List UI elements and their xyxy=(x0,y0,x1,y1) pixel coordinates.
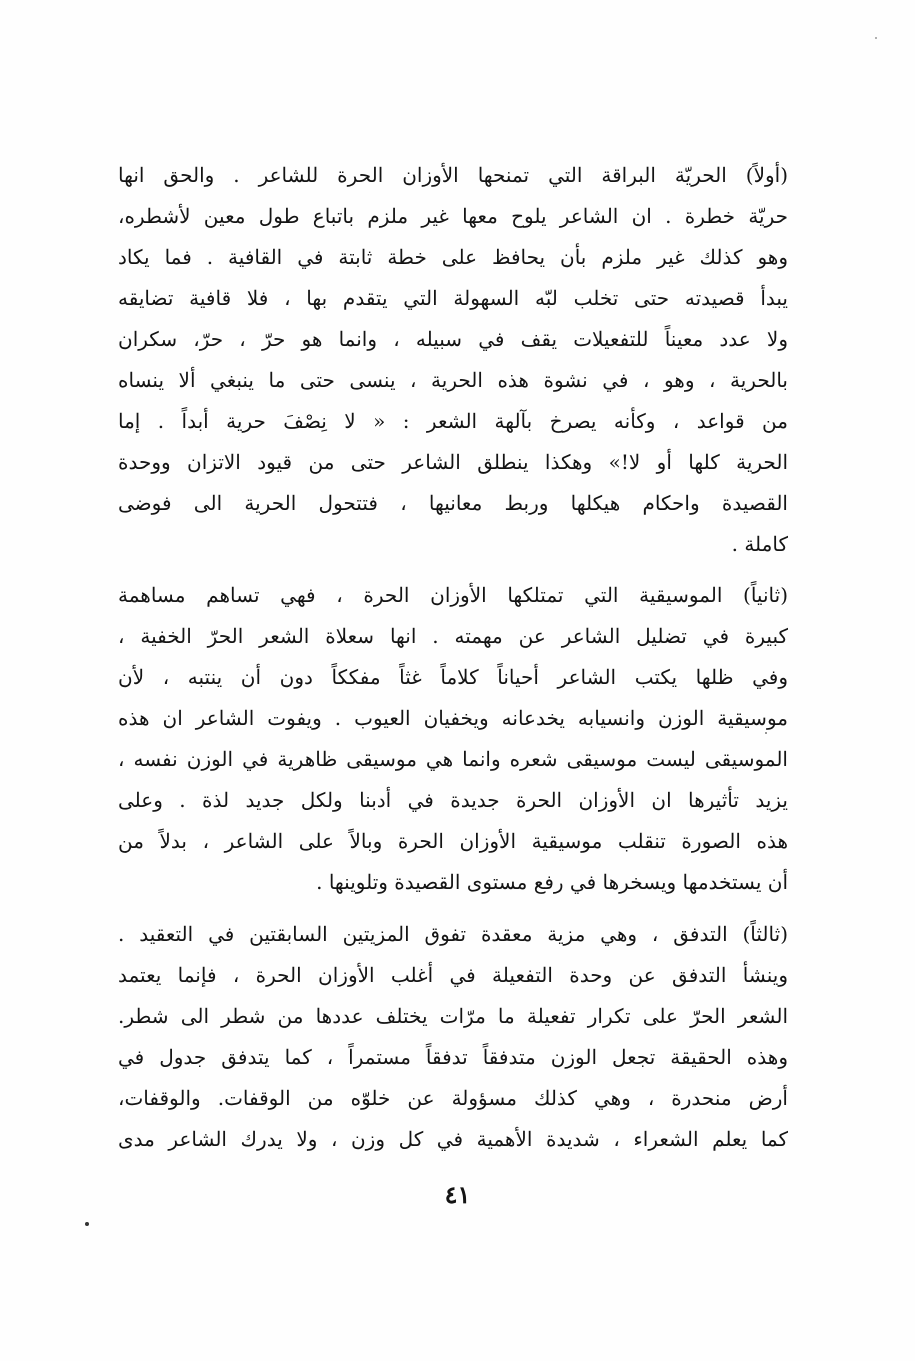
text-line: موسيقية الوزن وانسيابه يخدعانه ويخفيان العيوب . ويفوت الشاعر ان هذه xyxy=(118,706,788,730)
text-line: الشعر الحرّ على تكرار تفعيلة ما مرّات يختلف عددها من شطر الى شطر. xyxy=(118,1004,788,1028)
text-line: بالحرية ، وهو ، في نشوة هذه الحرية ، ينسى حتى ما ينبغي ألا ينساه xyxy=(118,368,788,392)
text-line: أرض منحدرة ، وهي كذلك مسؤولة عن خلوّه من الوقفات. والوقفات، xyxy=(118,1086,788,1110)
text-line: (أولاً) الحريّة البراقة التي تمنحها الأوزان الحرة للشاعر . والحق انها xyxy=(118,163,788,187)
text-line: الحرية كلها أو لا!» وهكذا ينطلق الشاعر حتى من قيود الاتزان ووحدة xyxy=(118,450,788,474)
text-line: يزيد تأثيرها ان الأوزان الحرة جديدة في أدبنا ولكل جديد لذة . وعلى xyxy=(118,788,788,812)
text-line: كاملة . xyxy=(731,532,788,556)
text-line: وهو كذلك غير ملزم بأن يحافظ على خطة ثابتة في القافية . فما يكاد xyxy=(118,245,788,269)
text-line: هذه الصورة تنقلب موسيقية الأوزان الحرة وبالاً على الشاعر ، بدلاً من xyxy=(118,829,788,853)
text-line: (ثالثاً) التدفق ، وهي مزية معقدة تفوق المزيتين السابقتين في التعقيد . xyxy=(118,922,788,946)
text-line: القصيدة واحكام هيكلها وربط معانيها ، فتتحول الحرية الى فوضى xyxy=(118,491,788,515)
text-line: كبيرة في تضليل الشاعر عن مهمته . انها سعلاة الشعر الحرّ الخفية ، xyxy=(118,624,788,648)
text-line: كما يعلم الشعراء ، شديدة الأهمية في كل وزن ، ولا يدرك الشاعر مدى xyxy=(118,1127,788,1151)
paragraph-first-point xyxy=(118,155,788,565)
text-line: أن يستخدمها ويسخرها في رفع مستوى القصيدة وتلوينها . xyxy=(316,870,788,894)
text-line: وفي ظلها يكتب الشاعر أحياناً كلاماً غثاً مفككاً دون أن ينتبه ، لأن xyxy=(118,665,788,689)
text-line: ولا عدد معيناً للتفعيلات يقف في سبيله ، وانما هو حرّ ، حرّ، سكران xyxy=(118,327,788,351)
text-line: يبدأ قصيدته حتى تخلب لبّه السهولة التي يتقدم بها ، فلا قافية تضايقه xyxy=(118,286,788,310)
scan-speck xyxy=(765,732,767,734)
text-line: (ثانياً) الموسيقية التي تمتلكها الأوزان الحرة ، فهي تساهم مساهمة xyxy=(118,583,788,607)
text-line: حريّة خطرة . ان الشاعر يلوح معها غير ملزم باتباع طول معين لأشطره، xyxy=(118,204,788,228)
scan-speck xyxy=(85,1222,89,1226)
scan-speck xyxy=(875,37,877,39)
text-line: وينشأ التدفق عن وحدة التفعيلة في أغلب الأوزان الحرة ، فإنما يعتمد xyxy=(118,963,788,987)
text-line: الموسيقى ليست موسيقى شعره وانما هي موسيقى ظاهرية في الوزن نفسه ، xyxy=(118,747,788,771)
paragraph-second-point xyxy=(118,575,788,903)
text-line: وهذه الحقيقة تجعل الوزن متدفقاً تدفقاً مستمراً ، كما يتدفق جدول في xyxy=(118,1045,788,1069)
page-number: ٤١ xyxy=(444,1180,471,1209)
text-line: من قواعد ، وكأنه يصرخ بآلهة الشعر : « لا نِصْفَ حرية أبداً . إما xyxy=(118,409,788,433)
paragraph-third-point xyxy=(118,914,788,1160)
